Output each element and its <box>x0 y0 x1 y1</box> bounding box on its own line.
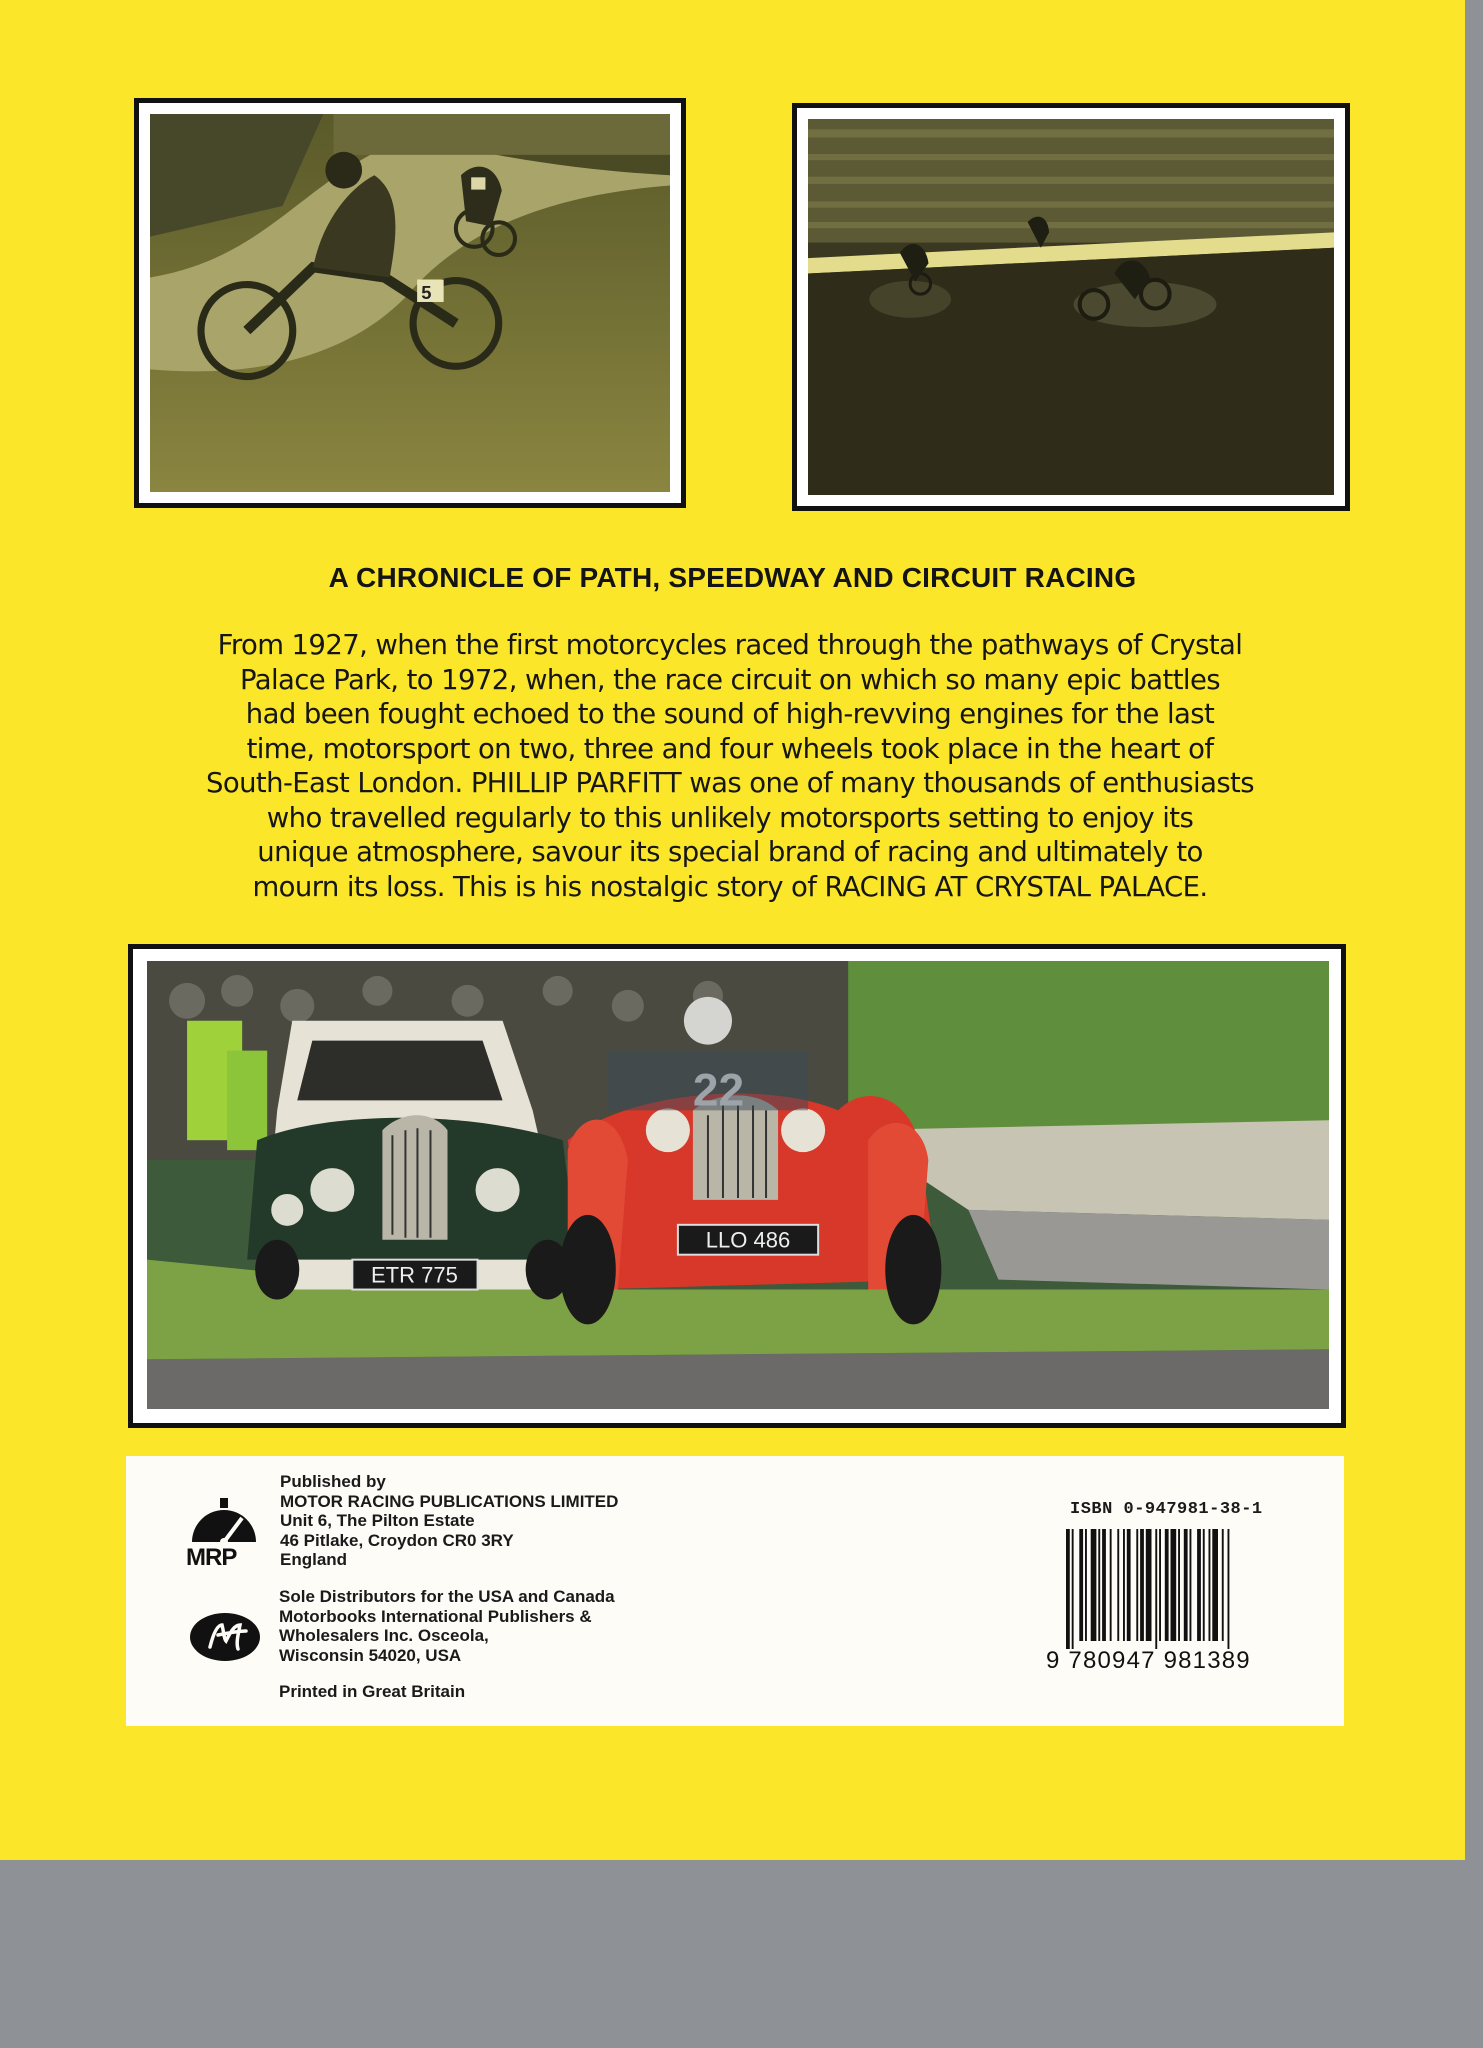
photo-circuit-racing <box>128 944 1346 1428</box>
barcode-bar <box>1171 1529 1177 1641</box>
barcode-bar <box>1079 1529 1083 1641</box>
barcode-bar <box>1110 1529 1112 1641</box>
barcode-bar <box>1136 1529 1138 1641</box>
barcode-bar <box>1209 1529 1211 1641</box>
barcode-icon <box>1066 1529 1302 1649</box>
publisher-block <box>280 1472 618 1570</box>
cover-blurb <box>200 628 1260 904</box>
printed-in: Printed in Great Britain <box>279 1682 466 1701</box>
barcode-bar <box>1085 1529 1087 1641</box>
car-plate-left: ETR 775 <box>370 1262 458 1288</box>
barcode-bar <box>1098 1529 1100 1641</box>
blurb-line: From 1927, when the first motorcycles raced through the pathways of Crystal <box>217 629 1243 661</box>
barcode-bar <box>1091 1529 1097 1641</box>
distributor-line: Wisconsin 54020, USA <box>279 1645 462 1665</box>
publisher-line: 46 Pitlake, Croydon CR0 3RY <box>280 1530 514 1550</box>
photo-path-racing <box>134 98 686 508</box>
barcode-bar <box>1155 1529 1157 1649</box>
imprint-panel <box>126 1456 1344 1726</box>
circuit-racing-image <box>147 961 1329 1409</box>
barcode-bar <box>1197 1529 1201 1641</box>
publisher-line: MOTOR RACING PUBLICATIONS LIMITED <box>280 1491 619 1511</box>
motorbooks-logo-icon <box>188 1611 262 1663</box>
speedway-image <box>808 119 1334 495</box>
blurb-line: who travelled regularly to this unlikely motorsports setting to enjoy its <box>266 801 1194 834</box>
barcode-bar <box>1184 1529 1188 1641</box>
barcode-bar <box>1165 1529 1169 1641</box>
car-plate-right: LLO 486 <box>705 1227 791 1253</box>
distributor-line: Sole Distributors for the USA and Canada <box>279 1587 615 1606</box>
blurb-line: Palace Park, to 1972, when, the race circuit on which so many epic battles <box>239 663 1220 696</box>
publisher-line: Published by <box>280 1472 386 1491</box>
photo-speedway <box>792 103 1350 511</box>
barcode-bar <box>1146 1529 1152 1641</box>
barcode-bar <box>1228 1529 1230 1649</box>
barcode-bar <box>1212 1529 1218 1641</box>
barcode-bar <box>1178 1529 1180 1641</box>
blurb-line: time, motorsport on two, three and four wheels took place in the heart of <box>246 732 1214 765</box>
barcode-bar <box>1072 1529 1074 1649</box>
blurb-line: South-East London. PHILLIP PARFITT was one of many thousands of enthusiasts <box>206 767 1254 799</box>
isbn-text: ISBN 0-947981-38-1 <box>1070 1500 1263 1519</box>
distributor-line: Wholesalers Inc. Osceola, <box>279 1626 489 1645</box>
distributor-line: Motorbooks International Publishers & <box>279 1606 592 1626</box>
mrp-logo-text: MRP <box>186 1544 237 1571</box>
barcode-bar <box>1159 1529 1161 1641</box>
barcode-bar <box>1203 1529 1205 1641</box>
publisher-line: Unit 6, The Pilton Estate <box>280 1511 475 1530</box>
blurb-line: unique atmosphere, savour its special brand of racing and ultimately to <box>257 836 1203 868</box>
cover-heading: A CHRONICLE OF PATH, SPEEDWAY AND CIRCUIT RACING <box>328 562 1137 593</box>
barcode-bar <box>1066 1529 1070 1649</box>
barcode-bar <box>1222 1529 1224 1641</box>
barcode-number: 9 780947 981389 <box>1046 1647 1251 1674</box>
path-racing-image <box>150 114 670 492</box>
blurb-line: mourn its loss. This is his nostalgic story of RACING AT CRYSTAL PALACE. <box>252 870 1208 903</box>
barcode-bar <box>1127 1529 1131 1641</box>
bike-number: 5 <box>421 281 432 303</box>
distributor-block <box>279 1587 615 1665</box>
barcode-bar <box>1190 1529 1192 1641</box>
publisher-line: England <box>280 1550 348 1569</box>
barcode-bar <box>1123 1529 1125 1641</box>
blurb-line: had been fought echoed to the sound of high-revving engines for the last <box>245 698 1215 730</box>
barcode-bar <box>1102 1529 1106 1641</box>
barcode-bar <box>1140 1529 1144 1641</box>
barcode-bar <box>1117 1529 1119 1641</box>
